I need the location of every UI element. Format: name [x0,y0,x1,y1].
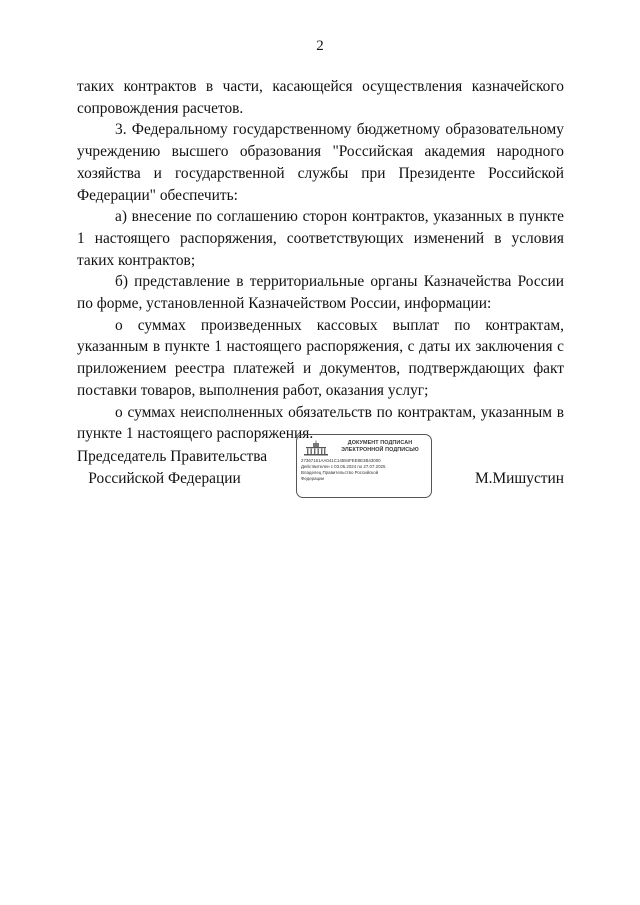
paragraph: 3. Федеральному государственному бюджетному образовательному учреждению высшего образования "Российская академия народного хозяйства и государственной службы при Президенте Российской Федерации" обеспечить: [77,121,564,204]
government-building-icon [303,440,329,456]
page-number: 2 [316,38,324,54]
signature-details [301,458,429,482]
certificate-validity: Действителен с 03.05.2024 по 27.07.2025 [301,464,386,469]
signature-block [77,440,564,506]
signer-name: М.Мишустин [474,470,564,487]
signer-title [77,446,268,489]
certificate-owner: Федерации [301,476,324,481]
signer-title-line: Российской Федерации [88,469,241,487]
electronic-signature-stamp [296,434,432,498]
paragraph: о суммах неисполненных обязательств по контрактам, указанным в пункте 1 настоящего распоряжения. [77,403,564,443]
paragraph: о суммах произведенных кассовых выплат по контрактам, указанным в пункте 1 настоящего распоряжения, с даты их заключения с приложением реестра платежей и документов, подтверждающих факт поставки товаров, выполнения работ, оказания услуг; [77,316,564,399]
certificate-owner: Владелец Правительство Российской [301,470,379,475]
paragraph: таких контрактов в части, касающейся осуществления казначейского сопровождения расчетов. [77,78,564,117]
certificate-number: 27367161AA041C14584FEE8E3B43000 [301,458,381,463]
signature-heading: ДОКУМЕНТ ПОДПИСАН ЭЛЕКТРОННОЙ ПОДПИСЬЮ [341,440,419,453]
paragraph: а) внесение по соглашению сторон контрактов, указанных в пункте 1 настоящего распоряжения, соответствующих изменений в условия таких контрактов; [77,208,564,269]
document-body [77,76,564,445]
paragraph: б) представление в территориальные органы Казначейства России по форме, установленной Казначейством России, информации: [77,273,564,313]
signer-title-line: Председатель Правительства [77,448,268,465]
